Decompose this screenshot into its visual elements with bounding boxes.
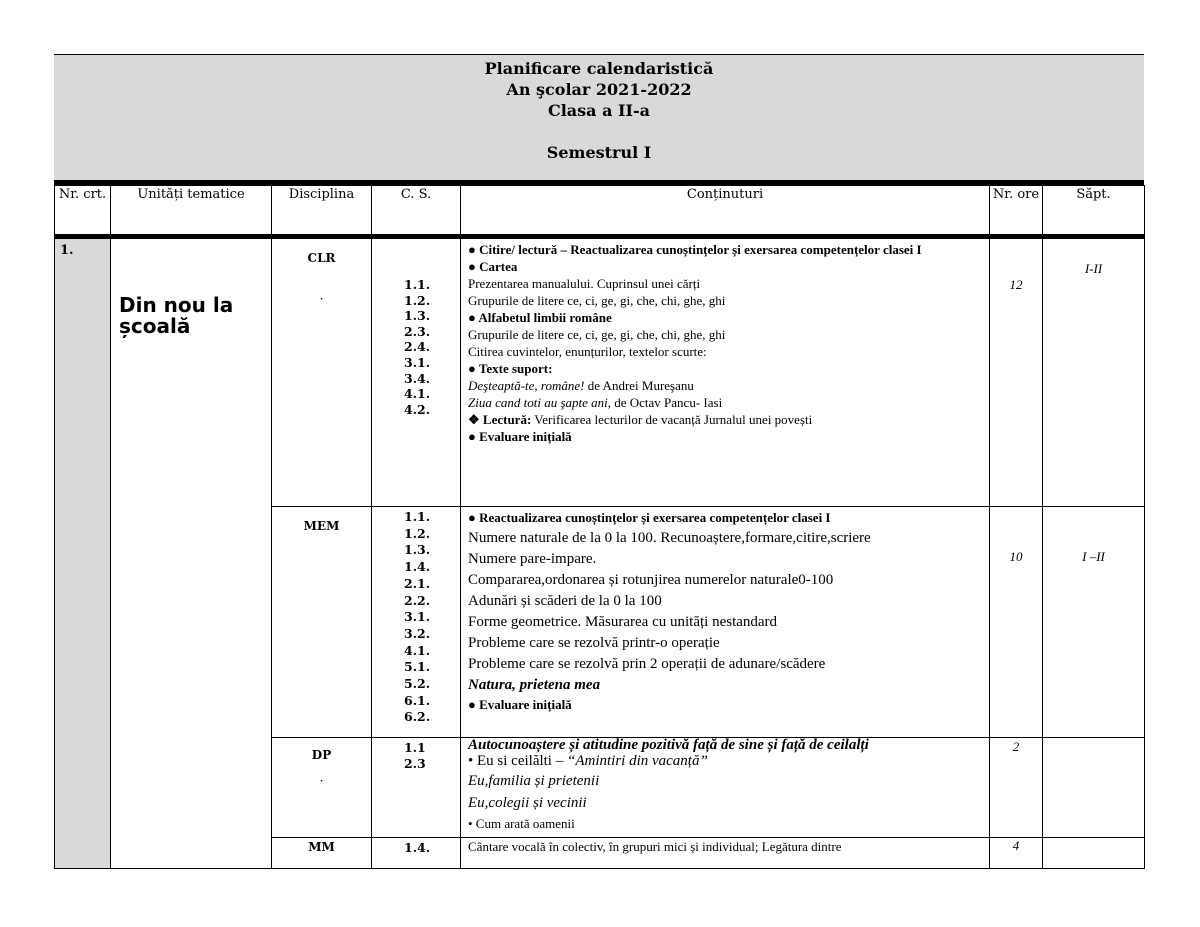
content-line xyxy=(468,394,989,411)
cs-item: 4.2. xyxy=(404,401,431,417)
content-line: Grupurile de litere ce, ci, ge, gi, che, chi, ghe, ghi xyxy=(468,293,726,308)
lectura-label: ❖ Lectură: xyxy=(468,412,532,427)
content-line: Natura, prietena mea xyxy=(468,676,601,693)
header-title: Planificare calendaristică xyxy=(484,59,714,78)
lectura-text: Verificarea lecturilor de vacanță Jurnalul unei povești xyxy=(531,412,813,427)
discipline-mark: · xyxy=(319,774,324,788)
cs-item: 1.3. xyxy=(404,308,431,324)
content-line: Probleme care se rezolvă printr-o operație xyxy=(468,634,720,651)
content-line: ● Alfabetul limbii române xyxy=(468,310,612,325)
document-header xyxy=(54,54,1144,180)
cs-item: 2.1. xyxy=(404,575,431,591)
content-line xyxy=(468,753,989,770)
cs-item: 5.1. xyxy=(404,659,431,675)
cs-item: 1.2. xyxy=(404,292,431,308)
cs-item: 5.2. xyxy=(404,676,431,692)
content-line: ● Citire/ lectură – Reactualizarea cunoștințelor și exersarea competențelor clasei I xyxy=(468,242,922,257)
discipline-label: MM xyxy=(308,840,335,854)
header-semester: Semestrul I xyxy=(546,143,652,162)
cs-item: 6.1. xyxy=(404,692,431,708)
content-dp xyxy=(461,738,990,838)
col-hours: Nr. ore xyxy=(990,186,1043,237)
planning-table xyxy=(54,185,1145,869)
cs-item: 1.2. xyxy=(404,525,431,541)
weeks-mm xyxy=(1043,838,1145,869)
discipline-label: MEM xyxy=(303,519,340,533)
content-line: ● Texte suport: xyxy=(468,361,553,376)
content-mm xyxy=(461,838,990,869)
content-line: Compararea,ordonarea și rotunjirea numerelor naturale0-100 xyxy=(468,571,834,588)
cs-item: 2.2. xyxy=(404,592,431,608)
cs-item: 3.4. xyxy=(404,370,431,386)
column-header-row xyxy=(55,186,1145,237)
text-title: Deşteaptă-te, române! xyxy=(468,378,585,393)
cs-item: 1.4. xyxy=(404,559,431,575)
discipline-dp xyxy=(272,738,372,838)
cs-item: 3.2. xyxy=(404,625,431,641)
unit-title: Din nou la școală xyxy=(111,237,272,869)
cs-item: 4.1. xyxy=(404,642,431,658)
cs-item: 1.1. xyxy=(404,277,431,292)
discipline-mark: · xyxy=(319,292,324,306)
table-row-clr xyxy=(55,237,1145,507)
cs-list-mem xyxy=(372,507,461,738)
weeks-dp xyxy=(1043,738,1145,838)
content-line xyxy=(468,377,989,394)
discipline-mem xyxy=(272,507,372,738)
weeks-clr: I-II xyxy=(1043,237,1145,507)
content-mem xyxy=(461,507,990,738)
content-line: ● Evaluare inițială xyxy=(468,429,572,444)
hours-dp: 2 xyxy=(990,738,1043,838)
content-line: Adunări și scăderi de la 0 la 100 xyxy=(468,592,662,609)
hours-mem: 10 xyxy=(990,507,1043,738)
content-line: Numere naturale de la 0 la 100. Recunoaștere,formare,citire,scriere xyxy=(468,529,871,546)
hours-mm: 4 xyxy=(990,838,1043,869)
weeks-mem: I –II xyxy=(1043,507,1145,738)
cs-item: 2.3. xyxy=(404,323,431,339)
header-class: Clasa a II-a xyxy=(547,101,651,120)
col-unit: Unități tematice xyxy=(111,186,272,237)
cs-item: 1.3. xyxy=(404,542,431,558)
hours-clr: 12 xyxy=(990,237,1043,507)
discipline-mm xyxy=(272,838,372,869)
cs-item: 2.4. xyxy=(404,339,431,355)
content-line: ● Cartea xyxy=(468,259,518,274)
content-line xyxy=(468,411,989,428)
content-line: Forme geometrice. Măsurarea cu unități nestandard xyxy=(468,613,778,630)
cs-item: 1.4. xyxy=(404,840,431,855)
header-school-year: An şcolar 2021-2022 xyxy=(506,80,692,99)
discipline-clr xyxy=(272,237,372,507)
content-line: Citirea cuvintelor, enunțurilor, textelor scurte: xyxy=(468,344,707,359)
cs-item: 3.1. xyxy=(404,354,431,370)
text-author: de Andrei Mureşanu xyxy=(584,378,694,393)
content-line: Probleme care se rezolvă prin 2 operații de adunare/scădere xyxy=(468,655,826,672)
cs-item: 1.1. xyxy=(404,509,431,524)
content-line: Eu,familia și prietenii xyxy=(468,773,600,789)
dp-item-title: “Amintiri din vacanță” xyxy=(566,753,708,769)
content-line: Prezentarea manualului. Cuprinsul unei cărți xyxy=(468,276,701,291)
cs-list-dp xyxy=(372,738,461,838)
cs-item: 1.1 xyxy=(404,740,426,755)
text-title: Ziua cand toti au şapte ani, xyxy=(468,395,611,410)
cs-item: 2.3 xyxy=(404,755,426,771)
content-line: ● Evaluare inițială xyxy=(468,696,572,712)
content-line: Autocunoaștere și atitudine pozitivă față de sine și față de ceilalți xyxy=(468,737,869,753)
cs-list-mm xyxy=(372,838,461,869)
col-content: Conținuturi xyxy=(461,186,990,237)
content-line: • Cum arată oamenii xyxy=(468,816,575,831)
col-nr: Nr. crt. xyxy=(55,186,111,237)
content-line: ● Reactualizarea cunoștințelor și exersarea competențelor clasei I xyxy=(468,510,831,525)
content-clr xyxy=(461,237,990,507)
content-line: Eu,colegii și vecinii xyxy=(468,795,587,811)
cs-item: 3.1. xyxy=(404,609,431,625)
discipline-label: CLR xyxy=(307,251,336,265)
content-line: Grupurile de litere ce, ci, ge, gi, che, chi, ghe, ghi xyxy=(468,327,726,342)
col-discipline: Disciplina xyxy=(272,186,372,237)
discipline-label: DP xyxy=(311,748,332,762)
cs-list-clr xyxy=(372,237,461,507)
planning-document xyxy=(54,54,1144,869)
content-line: Cântare vocală în colectiv, în grupuri mici și individual; Legătura dintre xyxy=(468,839,842,854)
cs-item: 6.2. xyxy=(404,709,431,725)
cs-item: 4.1. xyxy=(404,386,431,402)
text-author: de Octav Pancu- Iasi xyxy=(611,395,723,410)
row-number: 1. xyxy=(55,237,111,869)
col-cs: C. S. xyxy=(372,186,461,237)
content-line: Numere pare-impare. xyxy=(468,550,597,567)
dp-item-text: • Eu si ceilălti – xyxy=(468,753,567,769)
col-weeks: Săpt. xyxy=(1043,186,1145,237)
